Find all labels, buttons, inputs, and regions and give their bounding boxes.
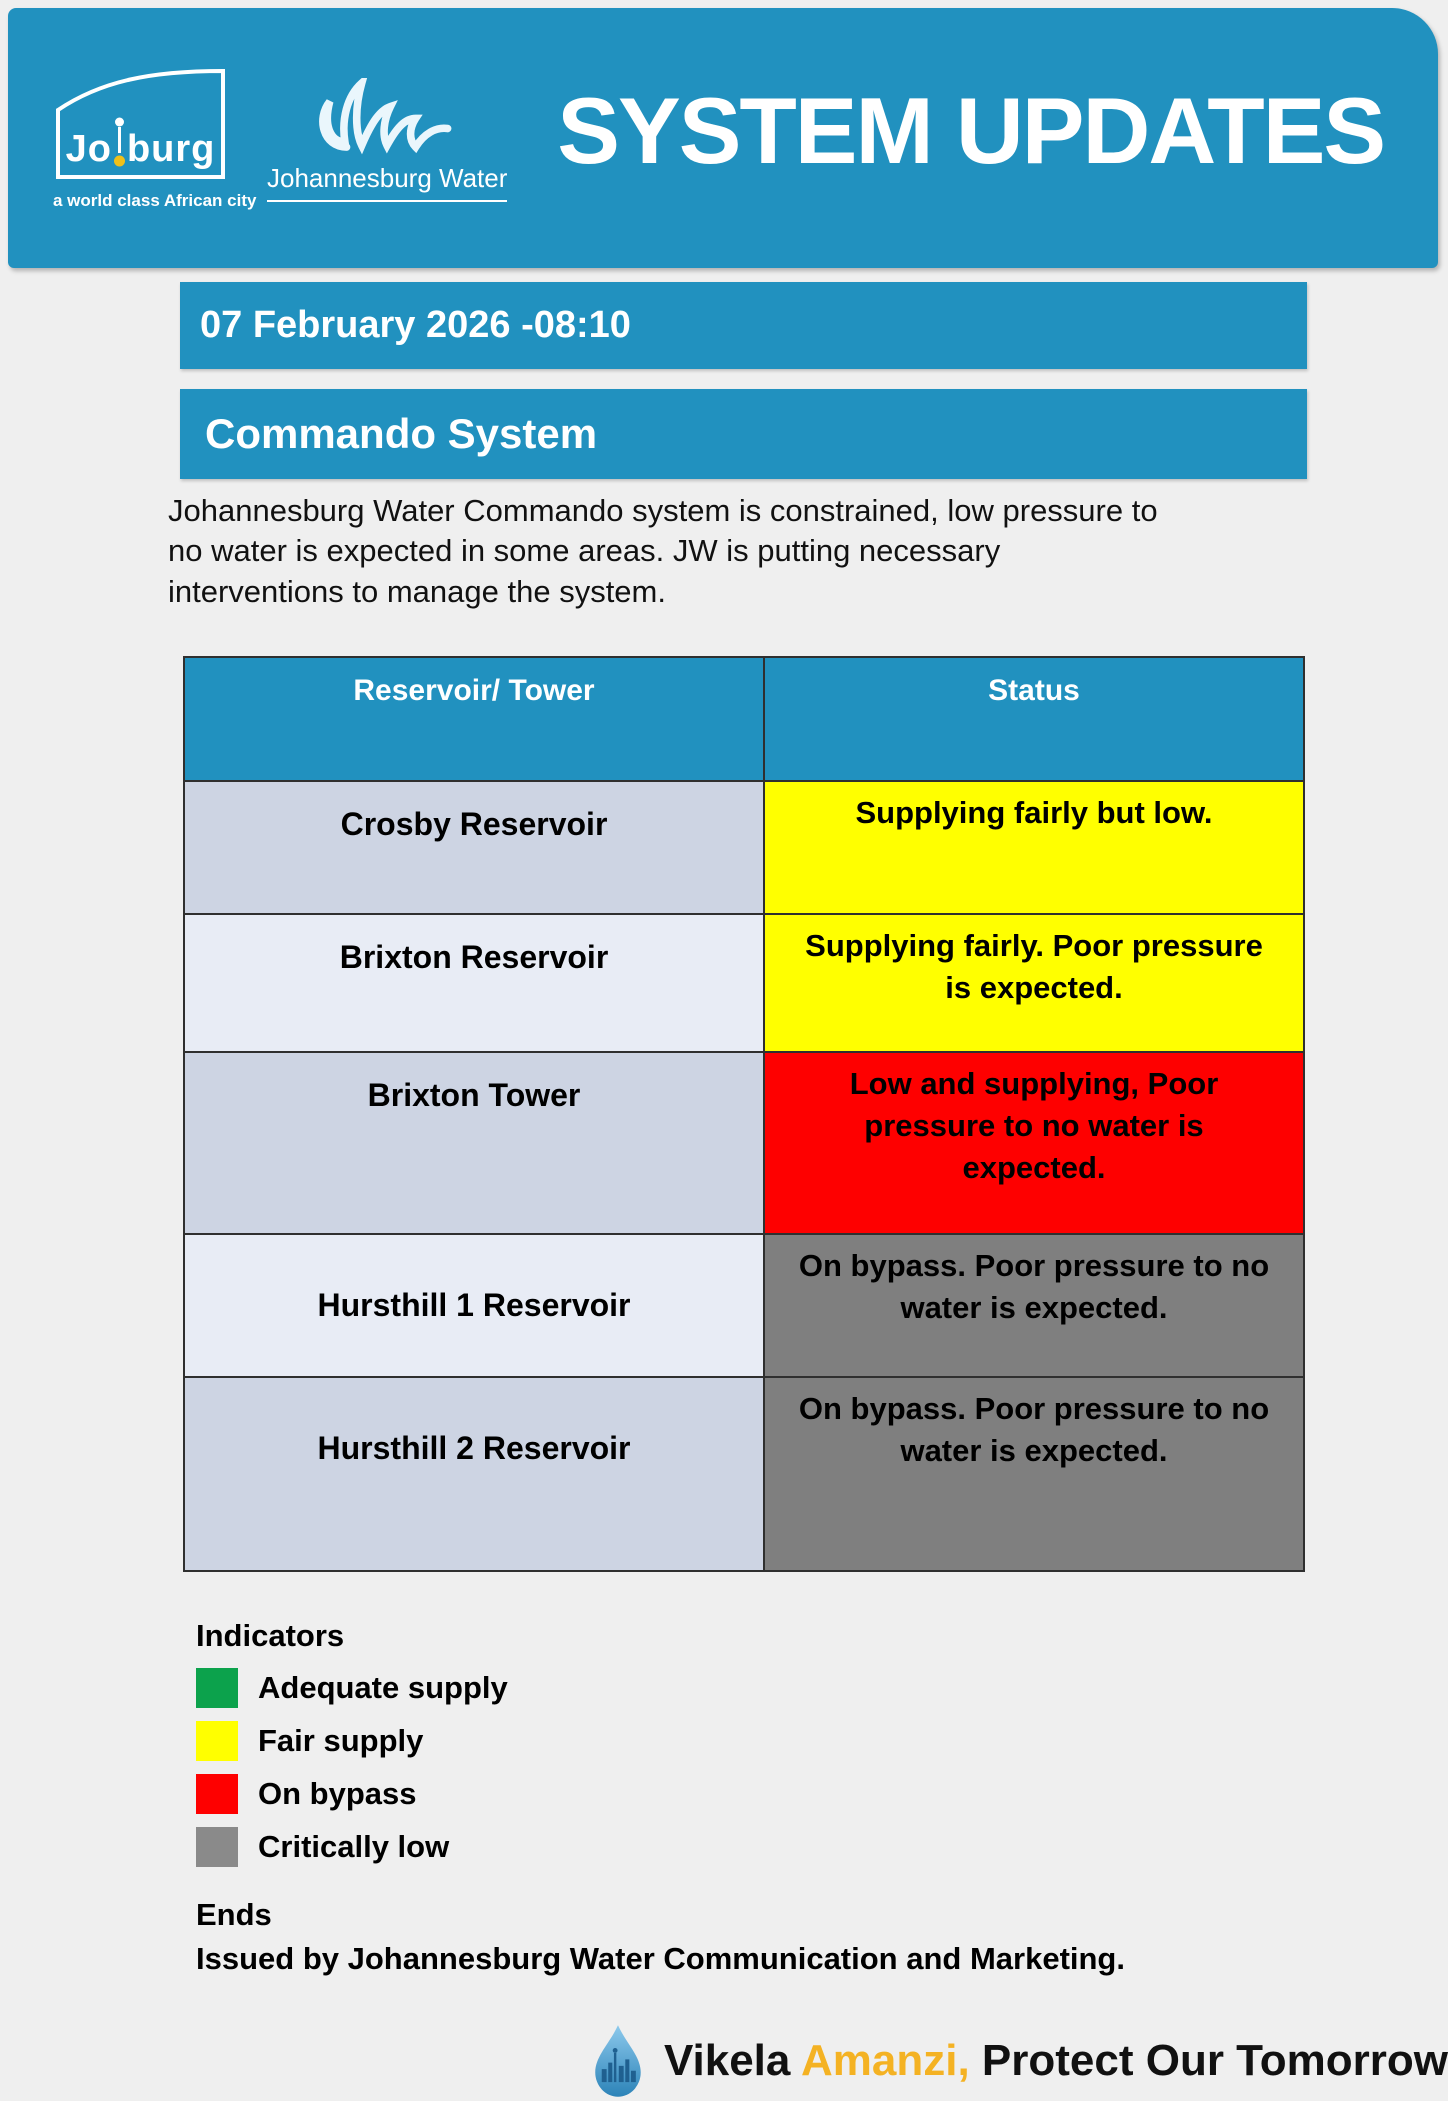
- header: [8, 8, 1438, 268]
- table-body: [185, 782, 1303, 1570]
- reservoir-cell: Brixton Tower: [185, 1053, 763, 1233]
- joburg-logo-box: [53, 66, 228, 181]
- slogan-part1: Vikela: [663, 2035, 801, 2085]
- johannesburg-water-logo: [267, 78, 507, 202]
- table-row: [185, 1235, 1303, 1378]
- slogan-highlight: Amanzi,: [800, 2035, 970, 2085]
- system-updates-flyer: [0, 8, 1448, 2101]
- slogan-part2: Protect Our Tomorrow: [969, 2035, 1448, 2085]
- joburg-wordmark-part1: Jo: [65, 127, 112, 170]
- table-row: [185, 915, 1303, 1053]
- legend-item: [196, 1827, 1448, 1867]
- legend-swatch: [196, 1668, 238, 1708]
- system-banner: Commando System: [180, 389, 1307, 479]
- reservoir-cell: Brixton Reservoir: [185, 915, 763, 1051]
- status-table: [183, 656, 1305, 1572]
- table-header-row: [185, 658, 1303, 782]
- table-row: [185, 1053, 1303, 1235]
- status-cell: Low and supplying, Poor pressure to no water is expected.: [763, 1053, 1303, 1233]
- reservoir-cell: Crosby Reservoir: [185, 782, 763, 913]
- reservoir-cell: Hursthill 2 Reservoir: [185, 1378, 763, 1570]
- legend-label: Fair supply: [258, 1722, 424, 1758]
- legend-swatch: [196, 1827, 238, 1867]
- slogan: [592, 2021, 1448, 2101]
- joburg-wordmark-part2: burg: [126, 127, 216, 170]
- intro-paragraph: Johannesburg Water Commando system is constrained, low pressure to no water is expected in some areas. JW is putting necessary interventions to manage the system.: [168, 493, 1158, 609]
- legend-label: On bypass: [258, 1775, 417, 1811]
- joburg-logo: [53, 66, 257, 211]
- table-row: [185, 1378, 1303, 1570]
- legend-items: [196, 1668, 1448, 1867]
- indicators-legend: [196, 1618, 1448, 1867]
- ends-line: Ends: [196, 1896, 272, 1932]
- legend-item: [196, 1668, 1448, 1708]
- legend-item: [196, 1721, 1448, 1761]
- hillbrow-tower-icon: [113, 117, 126, 169]
- reservoir-cell: Hursthill 1 Reservoir: [185, 1235, 763, 1376]
- legend-label: Critically low: [258, 1828, 450, 1864]
- column-header-status: Status: [763, 658, 1303, 780]
- status-cell: Supplying fairly but low.: [763, 782, 1303, 913]
- johannesburg-water-label: Johannesburg Water: [267, 163, 507, 202]
- status-cell: On bypass. Poor pressure to no water is expected.: [763, 1378, 1303, 1570]
- legend-label: Adequate supply: [258, 1669, 508, 1705]
- date-banner: 07 February 2026 -08:10: [180, 282, 1307, 369]
- legend-swatch: [196, 1721, 238, 1761]
- column-header-reservoir: Reservoir/ Tower: [353, 673, 595, 707]
- joburg-tagline: a world class African city: [53, 190, 257, 210]
- legend-swatch: [196, 1774, 238, 1814]
- slogan-text: [664, 2036, 1448, 2086]
- table-row: [185, 782, 1303, 915]
- joburg-wordmark: [53, 117, 228, 171]
- status-cell: On bypass. Poor pressure to no water is expected.: [763, 1235, 1303, 1376]
- water-drop-icon: [592, 2021, 644, 2101]
- indicators-heading: Indicators: [196, 1617, 345, 1653]
- legend-item: [196, 1774, 1448, 1814]
- status-cell: Supplying fairly. Poor pressure is expected.: [763, 915, 1303, 1051]
- water-wave-icon: [302, 78, 472, 158]
- page-title: SYSTEM UPDATES: [557, 78, 1385, 183]
- issued-by-line: Issued by Johannesburg Water Communication and Marketing.: [196, 1940, 1125, 1976]
